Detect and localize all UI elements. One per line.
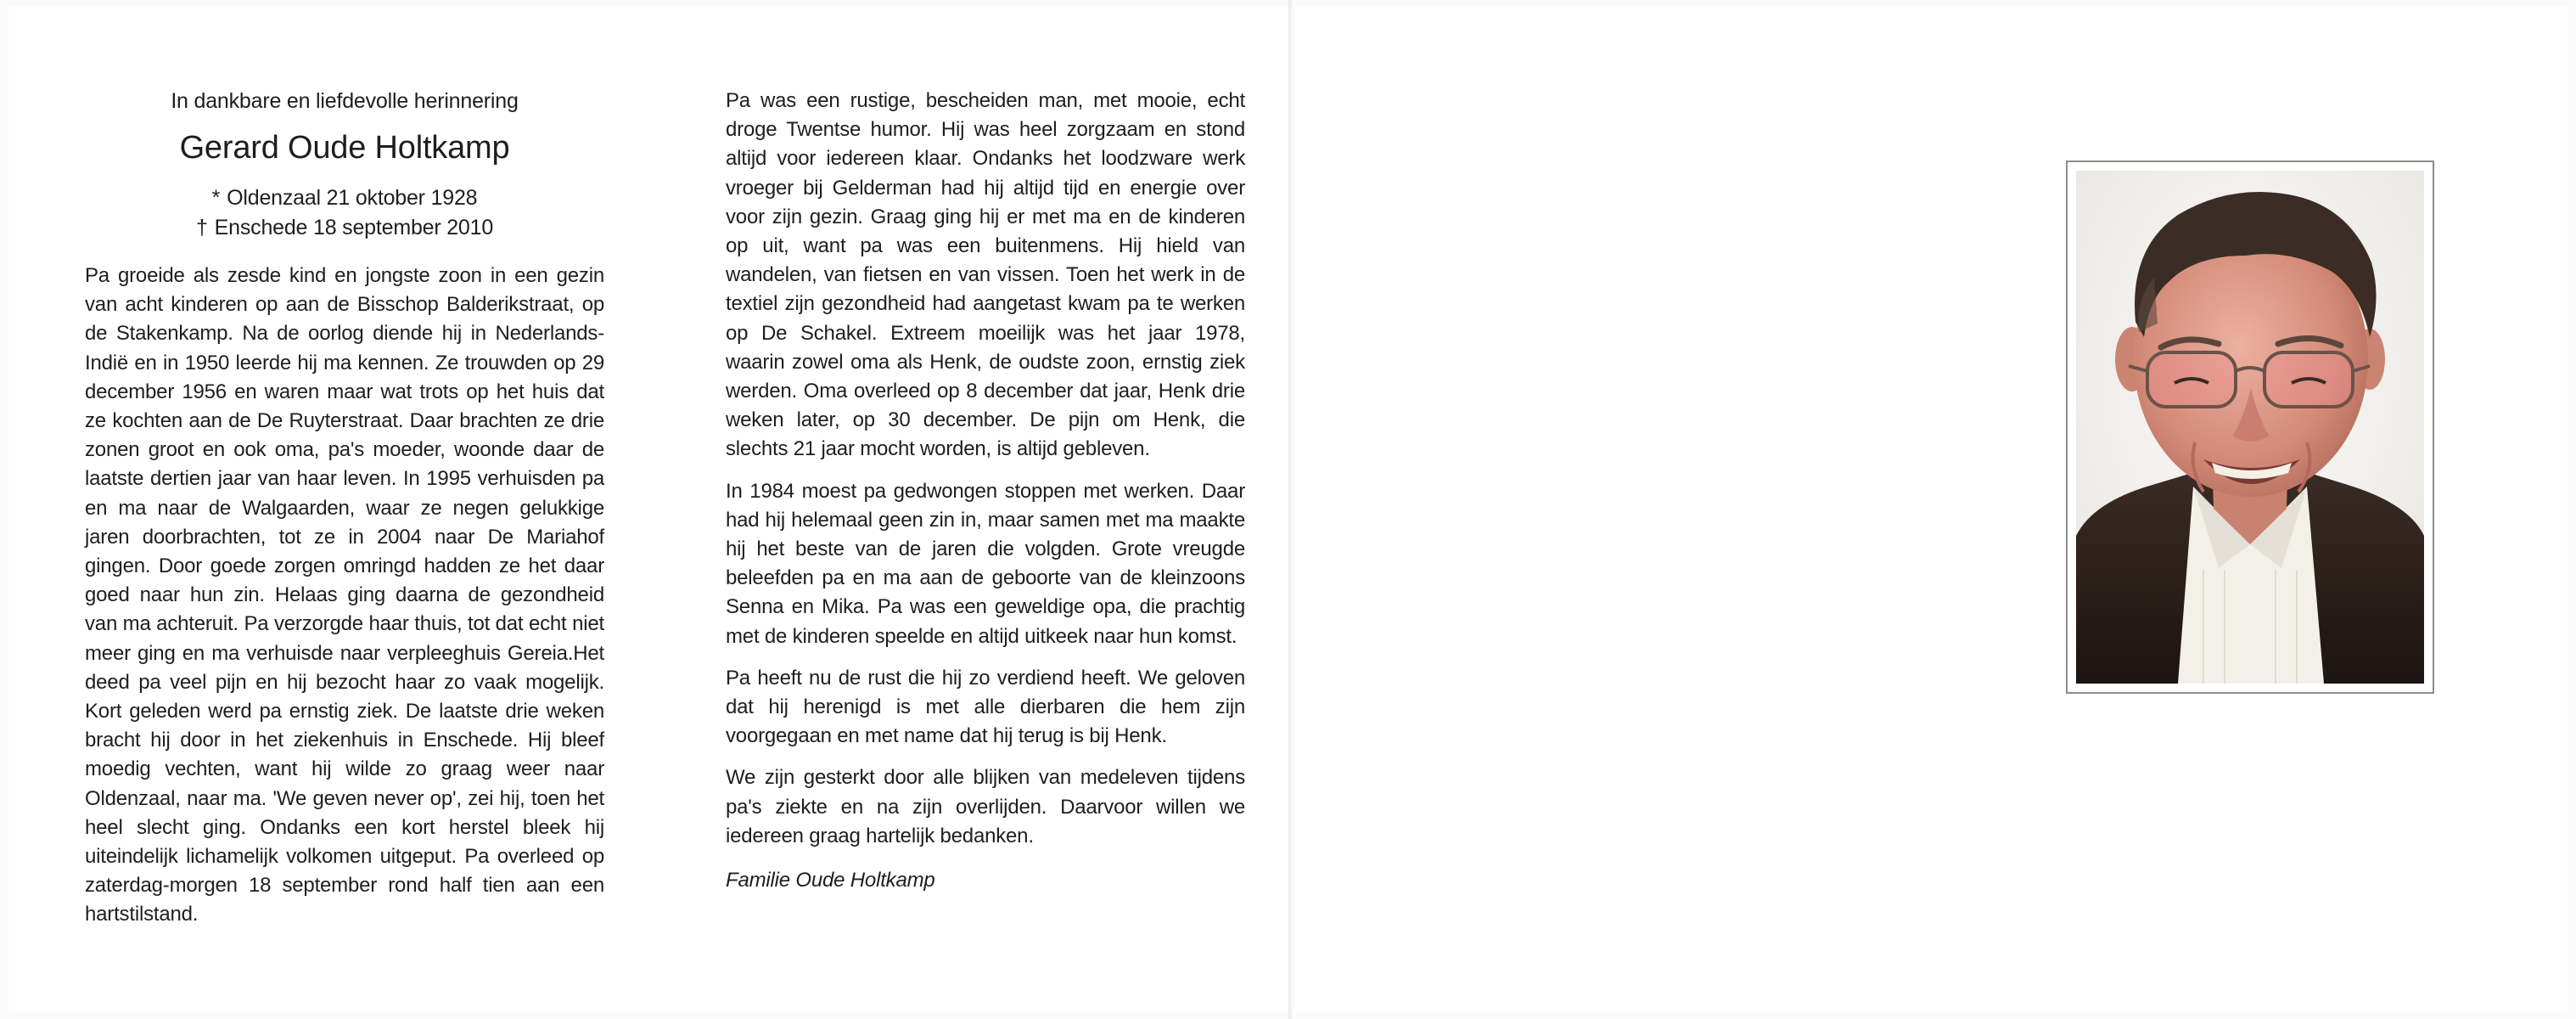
paragraph-retirement: In 1984 moest pa gedwongen stoppen met werken. Daar had hij helemaal geen zin in, maar samen met ma maakte hij het beste van de jaren die volgden. Grote vreugde beleefden pa en ma aan de geboorte van de kleinzoons Senna en Mika. Pa was een geweldige opa, die prachtig met de kinderen speelde en altijd uitkeek naar hun komst. xyxy=(726,479,1245,648)
deceased-name: Gerard Oude Holtkamp xyxy=(179,130,510,166)
birth-date: Oldenzaal 21 oktober 1928 xyxy=(227,186,478,210)
paragraph-character: Pa was een rustige, bescheiden man, met mooie, echt droge Twentse humor. Hij was heel zorgzaam en stond altijd voor iedereen klaar. Ondanks het loodzware werk vroeger bij Gelderman had hij altijd tijd en energie over voor zijn gezin. Graag ging hij er met ma en de kinderen op uit, want pa was een buitenmens. Hij hield van wandelen, van fietsen en van vissen. Toen het werk in de textiel zijn gezondheid had aangetast kwam pa te werken op De Schakel. Extreem moeilijk was het jaar 1978, waarin zowel oma als Henk, de oudste zoon, ernstig ziek werden. Oma overleed op 8 december dat jaar, Henk drie weken later, op 30 december. De pijn om Henk, die slechts 21 jaar mocht worden, is altijd gebleven. xyxy=(726,89,1245,461)
paragraph-rest: Pa heeft nu de rust die hij zo verdiend heeft. We geloven dat hij herenigd is met alle dierbaren die hem zijn voorgegaan en met name dat hij terug is bij Henk. xyxy=(726,666,1245,748)
left-column xyxy=(85,87,604,930)
death-line xyxy=(85,213,604,243)
family-signature: Familie Oude Holtkamp xyxy=(726,869,935,892)
card-fold xyxy=(1288,0,1295,1019)
portrait-frame xyxy=(2066,160,2434,694)
portrait-photo xyxy=(2076,171,2424,684)
birth-symbol: * xyxy=(211,186,221,210)
portrait-illustration xyxy=(2076,171,2424,684)
right-column xyxy=(726,87,1245,908)
card-header xyxy=(85,87,604,243)
left-page xyxy=(8,7,1288,1012)
paragraph-thanks: We zijn gesterkt door alle blijken van medeleven tijdens pa's ziekte en na zijn overlijden. Daarvoor willen we iedereen graag hartelijk bedanken. xyxy=(726,766,1245,847)
birth-line xyxy=(85,183,604,213)
intro-line: In dankbare en liefdevolle herinnering xyxy=(171,89,519,113)
life-story-paragraph: Pa groeide als zesde kind en jongste zoon in een gezin van acht kinderen op aan de Bisschop Balderikstraat, op de Stakenkamp. Na de oorlog diende hij in Nederlands-Indië en in 1950 leerde hij ma kennen. Ze trouwden op 29 december 1956 en waren maar wat trots op het huis dat ze kochten aan de De Ruyterstraat. Daar brachten ze drie zonen groot en ook oma, pa's moeder, woonde daar de laatste dertien jaar van haar leven. In 1995 verhuisden pa en ma naar de Walgaarden, waar ze negen gelukkige jaren doorbrachten, tot ze in 2004 naar De Mariahof gingen. Door goede zorgen omringd hadden ze het daar goed naar hun zin. Helaas ging daarna de gezondheid van ma achteruit. Pa verzorgde haar thuis, tot dat echt niet meer ging en ma verhuisde naar verpleeghuis Gereia.Het deed pa veel pijn en hij bezocht haar zo vaak mogelijk. Kort geleden werd pa ernstig ziek. De laatste drie weken bracht hij door in het ziekenhuis in Enschede. Hij bleef moedig vechten, want hij wilde zo graag weer naar Oldenzaal, naar ma. 'We geven never op', zei hij, toen het heel slecht ging. Ondanks een kort herstel bleek hij uiteindelijk lichamelijk volkomen uitgeput. Pa overleed op zaterdag-morgen 18 september rond half tien aan een hartstilstand. xyxy=(85,264,604,926)
death-cross-icon: † xyxy=(195,216,208,239)
death-date: Enschede 18 september 2010 xyxy=(214,216,494,239)
